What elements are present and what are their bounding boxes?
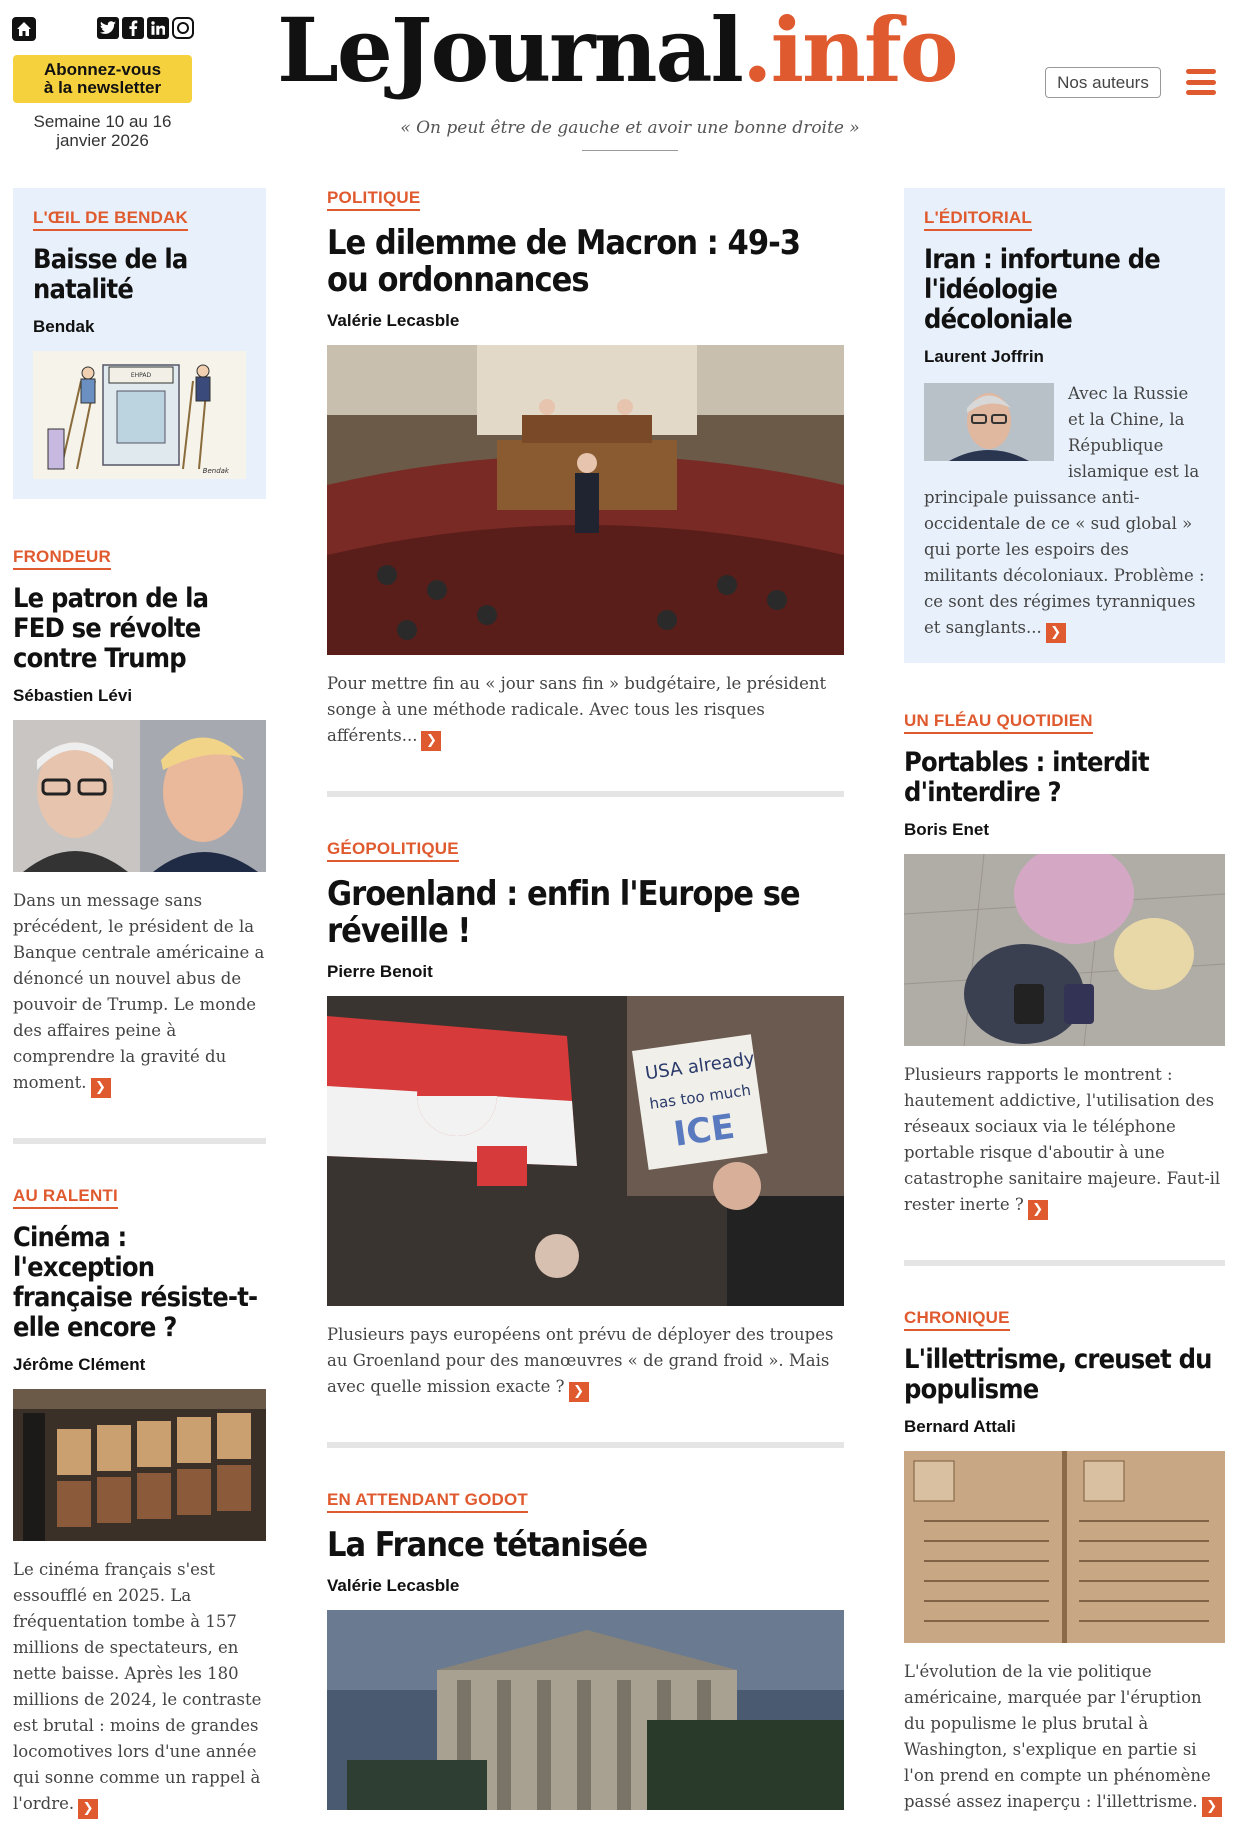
read-more-arrow-icon[interactable]: ❯ [78, 1799, 98, 1819]
article-author[interactable]: Bendak [33, 317, 95, 336]
article-card [13, 188, 266, 499]
article-kicker[interactable]: UN FLÉAU QUOTIDIEN [904, 711, 1093, 734]
separator [327, 791, 844, 797]
article-author[interactable]: Laurent Joffrin [924, 347, 1044, 366]
separator [13, 1138, 266, 1144]
cartoon-sign: EHPAD [130, 372, 152, 379]
left-column [13, 188, 266, 1848]
newsletter-line-1: Abonnez-vous [43, 60, 162, 79]
tagline-divider [582, 150, 678, 151]
newsletter-subscribe-button[interactable] [13, 55, 192, 103]
article-author[interactable]: Valérie Lecasble [327, 1576, 460, 1595]
home-icon[interactable] [12, 17, 36, 41]
separator [904, 1260, 1225, 1266]
article-title[interactable]: Iran : infortune de l'idéologie décoloniale [924, 244, 1160, 335]
week-line-2: janvier 2026 [56, 131, 149, 150]
article-card [327, 188, 844, 751]
article-kicker[interactable]: POLITIQUE [327, 188, 420, 211]
newsletter-line-2: à la newsletter [43, 78, 162, 97]
article-title[interactable]: Groenland : enfin l'Europe se réveille ! [327, 874, 800, 951]
excerpt-text: Avec la Russie et la Chine, la République islamique est la principale puissance anti-occidentale de ce « sud global » qui porte les espoirs des militants décoloniaux. Problème : ce sont des régimes tyranniques et sanglants... [924, 384, 1205, 637]
article-image[interactable] [327, 996, 844, 1306]
linkedin-icon[interactable] [147, 17, 169, 39]
article-excerpt [13, 888, 266, 1098]
excerpt-text: L'évolution de la vie politique américaine, marquée par l'éruption du populisme le plus brutal à Washington, s'explique en partie si l'on prend en compte un phénomène passé assez inaperçu : l'illettrisme. [904, 1662, 1211, 1811]
article-title[interactable]: Le dilemme de Macron : 49-3 ou ordonnances [327, 223, 801, 300]
authors-button[interactable]: Nos auteurs [1045, 67, 1161, 98]
article-kicker[interactable]: L'ÉDITORIAL [924, 208, 1032, 231]
article-image[interactable] [13, 1389, 266, 1541]
article-title[interactable]: Le patron de la FED se révolte contre Trump [13, 583, 209, 674]
article-card [904, 711, 1225, 1220]
article-image[interactable] [904, 854, 1225, 1046]
article-kicker[interactable]: L'ŒIL DE BENDAK [33, 208, 188, 231]
article-author[interactable]: Bernard Attali [904, 1417, 1016, 1436]
article-author[interactable]: Jérôme Clément [13, 1355, 146, 1374]
editorial-card [904, 188, 1225, 663]
site-tagline: « On peut être de gauche et avoir une bonne droite » [400, 118, 860, 138]
article-excerpt [904, 1659, 1225, 1817]
logo-main: LeJournal [277, 0, 742, 102]
placard-line-1: USA already [643, 1048, 756, 1085]
read-more-arrow-icon[interactable]: ❯ [1028, 1200, 1048, 1220]
article-kicker[interactable]: EN ATTENDANT GODOT [327, 1490, 528, 1513]
article-card [327, 839, 844, 1402]
read-more-arrow-icon[interactable]: ❯ [1046, 623, 1066, 643]
article-kicker[interactable]: AU RALENTI [13, 1186, 118, 1209]
article-excerpt [327, 671, 844, 751]
article-excerpt [327, 1322, 844, 1402]
excerpt-text: Le cinéma français s'est essoufflé en 2025. La fréquentation tombe à 157 millions de spectateurs, en nette baisse. Après les 180 millions de 2024, le contraste est brutal : moins de grandes locomotives lors d'une année qui sonne comme un rappel à l'ordre. [13, 1560, 262, 1813]
cartoon-image[interactable] [33, 351, 246, 479]
article-excerpt [13, 1557, 266, 1819]
article-author[interactable]: Boris Enet [904, 820, 990, 839]
facebook-icon[interactable] [122, 17, 144, 39]
middle-column [327, 188, 844, 1810]
article-card [327, 1490, 844, 1810]
article-card [13, 547, 266, 1098]
read-more-arrow-icon[interactable]: ❯ [1202, 1797, 1222, 1817]
article-image[interactable] [327, 1610, 844, 1810]
article-kicker[interactable]: GÉOPOLITIQUE [327, 839, 459, 862]
excerpt-text: Plusieurs pays européens ont prévu de déployer des troupes au Groenland pour des manœuvres « de grand froid ». Mais avec quelle mission exacte ? [327, 1325, 834, 1396]
article-image[interactable] [904, 1451, 1225, 1643]
article-image[interactable] [13, 720, 266, 872]
excerpt-text: Dans un message sans précédent, le président de la Banque centrale américaine a dénoncé un nouvel abus de pouvoir de Trump. Le monde des affaires peine à comprendre la gravité du moment. [13, 891, 265, 1092]
article-author[interactable]: Sébastien Lévi [13, 686, 133, 705]
article-kicker[interactable]: CHRONIQUE [904, 1308, 1010, 1331]
read-more-arrow-icon[interactable]: ❯ [421, 731, 441, 751]
site-header [0, 0, 1234, 180]
excerpt-text: Pour mettre fin au « jour sans fin » budgétaire, le président songe à une méthode radicale. Avec tous les risques afférents... [327, 674, 827, 745]
week-dates [13, 112, 192, 150]
article-title[interactable]: L'illettrisme, creuset du populisme [904, 1344, 1212, 1405]
site-logo[interactable] [277, 0, 957, 100]
article-image[interactable] [327, 345, 844, 655]
article-card [13, 1186, 266, 1819]
article-title[interactable]: Baisse de la natalité [33, 244, 188, 305]
separator [327, 1442, 844, 1448]
read-more-arrow-icon[interactable]: ❯ [91, 1078, 111, 1098]
article-excerpt [924, 381, 1205, 643]
article-title[interactable]: La France tétanisée [327, 1525, 648, 1565]
article-author[interactable]: Pierre Benoit [327, 962, 433, 981]
article-title[interactable]: Cinéma : l'exception française résiste-t-elle encore ? [13, 1222, 258, 1343]
placard-line-3: ICE [671, 1106, 738, 1155]
hamburger-menu-icon[interactable] [1186, 69, 1216, 95]
excerpt-text: Plusieurs rapports le montrent : hautement addictive, l'utilisation des réseaux sociaux via le téléphone portable risque d'aboutir à une catastrophe sanitaire majeure. Faut-il rester inerte ? [904, 1065, 1221, 1214]
placard-line-2: has too much [648, 1080, 752, 1113]
article-card [904, 1308, 1225, 1817]
article-excerpt [904, 1062, 1225, 1220]
article-title[interactable]: Portables : interdit d'interdire ? [904, 747, 1149, 808]
article-kicker[interactable]: FRONDEUR [13, 547, 111, 570]
instagram-icon[interactable] [172, 17, 194, 39]
twitter-icon[interactable] [97, 17, 119, 39]
social-links [97, 17, 194, 39]
cartoon-signature: Bendak [202, 467, 229, 475]
article-author[interactable]: Valérie Lecasble [327, 311, 460, 330]
logo-suffix: .info [741, 0, 957, 102]
author-photo[interactable] [924, 383, 1054, 461]
week-line-1: Semaine 10 au 16 [33, 112, 172, 131]
right-column [904, 188, 1225, 1817]
read-more-arrow-icon[interactable]: ❯ [569, 1382, 589, 1402]
